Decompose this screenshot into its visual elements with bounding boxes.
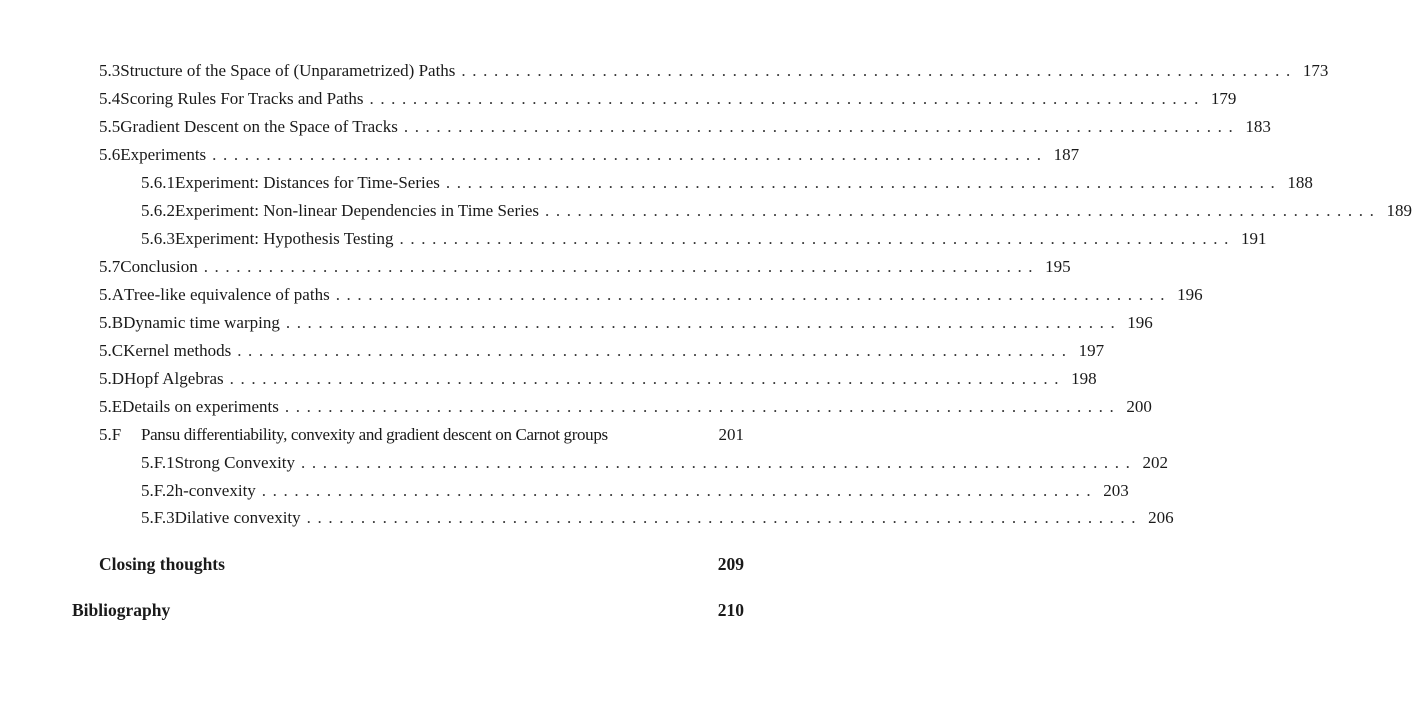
toc-entry-title: Strong Convexity bbox=[174, 453, 296, 472]
toc-entry-number: 5.7 bbox=[99, 257, 121, 276]
leader-dots: ............................................................................. bbox=[261, 481, 1098, 500]
leader-dots: ............................................................................. bbox=[545, 201, 1381, 220]
toc-entry-page: 196 bbox=[1177, 285, 1203, 304]
toc-entry-page: 202 bbox=[1142, 453, 1168, 472]
leader-dots: ............................................................................. bbox=[301, 453, 1137, 472]
toc-entry-5-6[interactable] bbox=[99, 145, 1080, 169]
toc-chapter-bibliography[interactable] bbox=[72, 600, 744, 624]
toc-entry-5-7[interactable] bbox=[99, 257, 1071, 281]
toc-entry-number: 5.F.2 bbox=[141, 481, 175, 500]
leader-dots: ............................................................................. bbox=[399, 229, 1235, 248]
toc-entry-5-f[interactable] bbox=[99, 425, 744, 449]
toc-chapter-title: Closing thoughts bbox=[99, 554, 225, 574]
leader-dots: ............................................................................. bbox=[306, 508, 1143, 527]
toc-entry-page: 191 bbox=[1240, 229, 1267, 248]
toc-entry-5-6-1[interactable] bbox=[141, 173, 1313, 197]
toc-entry-number: 5.6.1 bbox=[141, 173, 175, 192]
toc-entry-page: 179 bbox=[1210, 89, 1237, 108]
toc-entry-title: Dilative convexity bbox=[174, 508, 301, 527]
toc-entry-5-e[interactable] bbox=[99, 397, 1152, 421]
toc-entry-page: 196 bbox=[1127, 313, 1153, 332]
toc-entry-title: Pansu differentiability, convexity and gradient descent on Carnot groups bbox=[141, 425, 608, 444]
toc-entry-title: Tree-like equivalence of paths bbox=[124, 285, 330, 304]
toc-entry-5-f-3[interactable] bbox=[141, 508, 1174, 532]
toc-entry-5-3[interactable] bbox=[99, 61, 1329, 85]
toc-chapter-page: 209 bbox=[717, 554, 744, 574]
toc-entry-page: 197 bbox=[1078, 341, 1105, 360]
toc-entry-number: 5.C bbox=[99, 341, 124, 360]
leader-dots: ............................................................................. bbox=[369, 89, 1205, 108]
leader-dots: ............................................................................. bbox=[335, 285, 1172, 304]
toc-entry-title: Experiment: Distances for Time-Series bbox=[175, 173, 440, 192]
toc-entry-page: 189 bbox=[1386, 201, 1412, 220]
toc-entry-page: 201 bbox=[718, 425, 744, 444]
leader-dots: ............................................................................. bbox=[212, 145, 1048, 164]
toc-entry-number: 5.D bbox=[99, 369, 125, 388]
toc-entry-5-5[interactable] bbox=[99, 117, 1271, 141]
toc-entry-number: 5.3 bbox=[99, 61, 121, 80]
toc-entry-number: 5.6.2 bbox=[141, 201, 175, 220]
toc-entry-number: 5.B bbox=[99, 313, 124, 332]
toc-entry-page: 203 bbox=[1103, 481, 1129, 500]
toc-entry-number: 5.A bbox=[99, 285, 125, 304]
toc-entry-page: 183 bbox=[1245, 117, 1271, 136]
toc-entry-number: 5.F.1 bbox=[141, 453, 175, 472]
toc-entry-number: 5.4 bbox=[99, 89, 121, 108]
toc-entry-title: Dynamic time warping bbox=[123, 313, 280, 332]
leader-dots: ............................................................................. bbox=[284, 397, 1121, 416]
toc-entry-title: Experiments bbox=[120, 145, 207, 164]
toc-entry-title: Structure of the Space of (Unparametrized) Paths bbox=[120, 61, 456, 80]
toc-entry-number: 5.5 bbox=[99, 117, 121, 136]
leader-dots: ............................................................................. bbox=[203, 257, 1040, 276]
toc-entry-title: Gradient Descent on the Space of Tracks bbox=[120, 117, 398, 136]
toc-chapter-page: 210 bbox=[717, 600, 744, 620]
toc-chapter-closing-thoughts[interactable] bbox=[99, 554, 744, 578]
toc-entry-5-b[interactable] bbox=[99, 313, 1153, 337]
toc-entry-page: 188 bbox=[1287, 173, 1313, 192]
toc-entry-number: 5.F.3 bbox=[141, 508, 175, 527]
toc-entry-5-6-3[interactable] bbox=[141, 229, 1267, 253]
toc-entry-page: 206 bbox=[1148, 508, 1174, 527]
toc-entry-5-6-2[interactable] bbox=[141, 201, 1412, 225]
toc-entry-title: Conclusion bbox=[120, 257, 198, 276]
toc-entry-title: Kernel methods bbox=[123, 341, 232, 360]
toc-entry-5-4[interactable] bbox=[99, 89, 1237, 113]
leader-dots: ............................................................................. bbox=[445, 173, 1282, 192]
leader-dots: ............................................................................. bbox=[237, 341, 1073, 360]
toc-entry-page: 187 bbox=[1053, 145, 1080, 164]
leader-dots: ............................................................................. bbox=[461, 61, 1297, 80]
toc-entry-title: Experiment: Non-linear Dependencies in Time Series bbox=[175, 201, 539, 220]
toc-entry-title: Experiment: Hypothesis Testing bbox=[175, 229, 394, 248]
toc-entry-5-c[interactable] bbox=[99, 341, 1105, 365]
leader-dots: ............................................................................. bbox=[403, 117, 1240, 136]
toc-entry-number: 5.E bbox=[99, 397, 123, 416]
toc-entry-page: 173 bbox=[1302, 61, 1329, 80]
toc-entry-page: 195 bbox=[1045, 257, 1071, 276]
toc-chapter-title: Bibliography bbox=[72, 600, 171, 620]
leader-dots: ............................................................................. bbox=[229, 369, 1066, 388]
toc-entry-title: Scoring Rules For Tracks and Paths bbox=[120, 89, 364, 108]
toc-entry-number: 5.F bbox=[99, 425, 122, 444]
toc-entry-5-d[interactable] bbox=[99, 369, 1097, 393]
toc-entry-5-f-1[interactable] bbox=[141, 453, 1168, 477]
toc-entry-page: 198 bbox=[1071, 369, 1097, 388]
toc-entry-title: Details on experiments bbox=[122, 397, 279, 416]
toc-entry-5-a[interactable] bbox=[99, 285, 1203, 309]
toc-entry-title: h-convexity bbox=[174, 481, 256, 500]
toc-entry-5-f-2[interactable] bbox=[141, 481, 1129, 505]
toc-entry-page: 200 bbox=[1126, 397, 1152, 416]
toc-entry-number: 5.6 bbox=[99, 145, 121, 164]
leader-dots: ............................................................................. bbox=[285, 313, 1122, 332]
toc-entry-number: 5.6.3 bbox=[141, 229, 175, 248]
toc-entry-title: Hopf Algebras bbox=[124, 369, 224, 388]
